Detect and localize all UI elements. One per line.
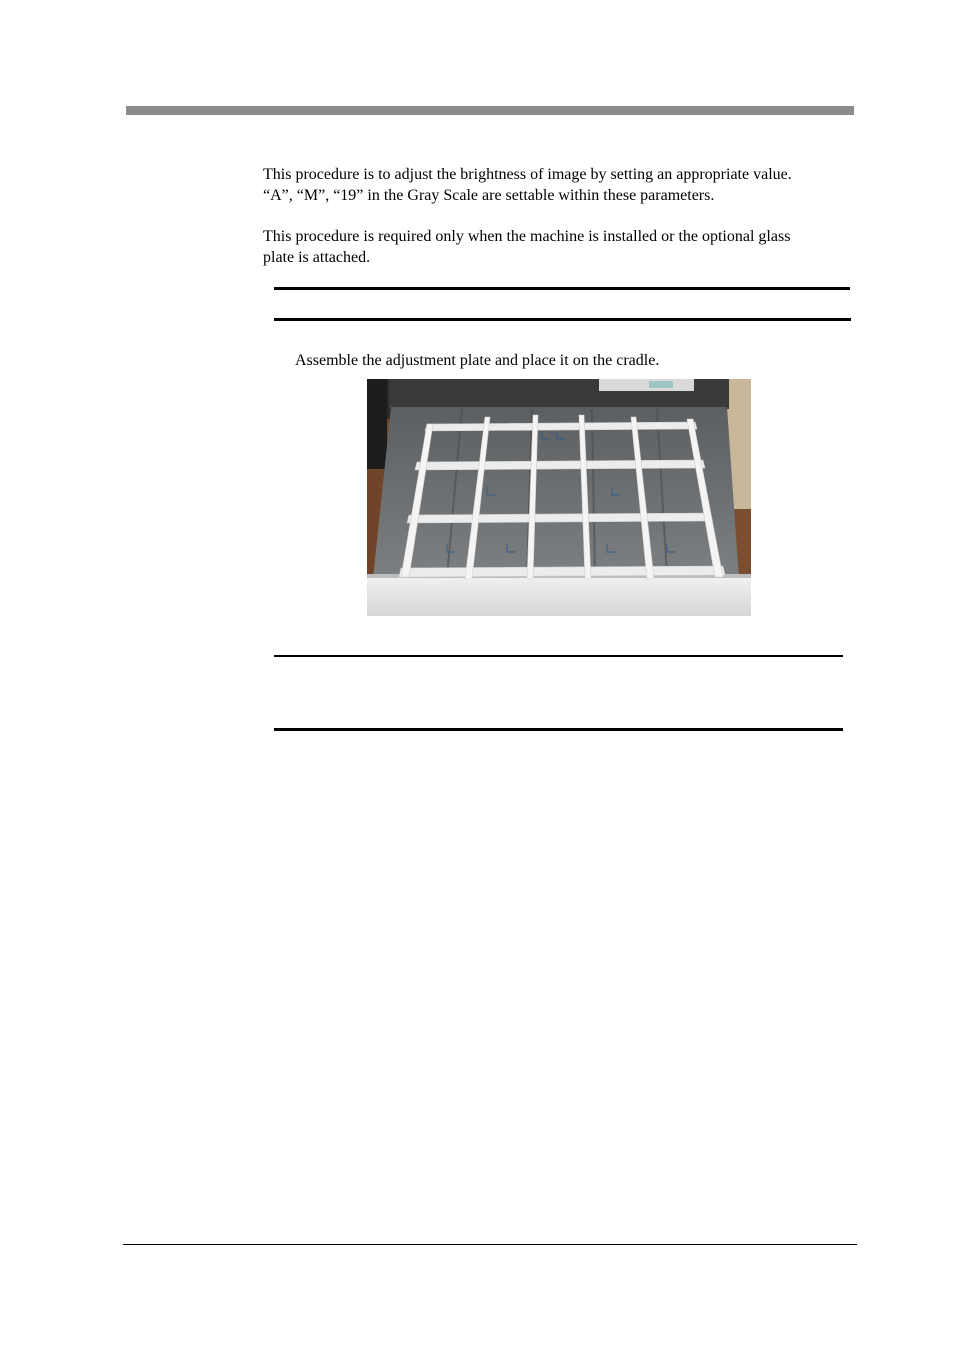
step-instruction: Assemble the adjustment plate and place it on the cradle. xyxy=(295,352,660,369)
intro-paragraph xyxy=(263,164,853,206)
intro-line-2: “A”, “M”, “19” in the Gray Scale are settable within these parameters. xyxy=(263,187,715,204)
section-rule-top xyxy=(274,287,850,290)
requirement-line-1: This procedure is required only when the machine is installed or the optional glass xyxy=(263,228,791,245)
adjustment-plate-photo xyxy=(367,379,751,616)
note-rule-top xyxy=(274,655,843,657)
header-bar xyxy=(126,106,854,115)
intro-line-1: This procedure is to adjust the brightness of image by setting an appropriate value. xyxy=(263,166,792,183)
note-rule-bottom xyxy=(274,728,843,731)
section-rule-bottom xyxy=(274,318,851,321)
footer-rule xyxy=(123,1244,857,1245)
requirement-line-2: plate is attached. xyxy=(263,249,371,266)
requirement-paragraph xyxy=(263,226,853,268)
